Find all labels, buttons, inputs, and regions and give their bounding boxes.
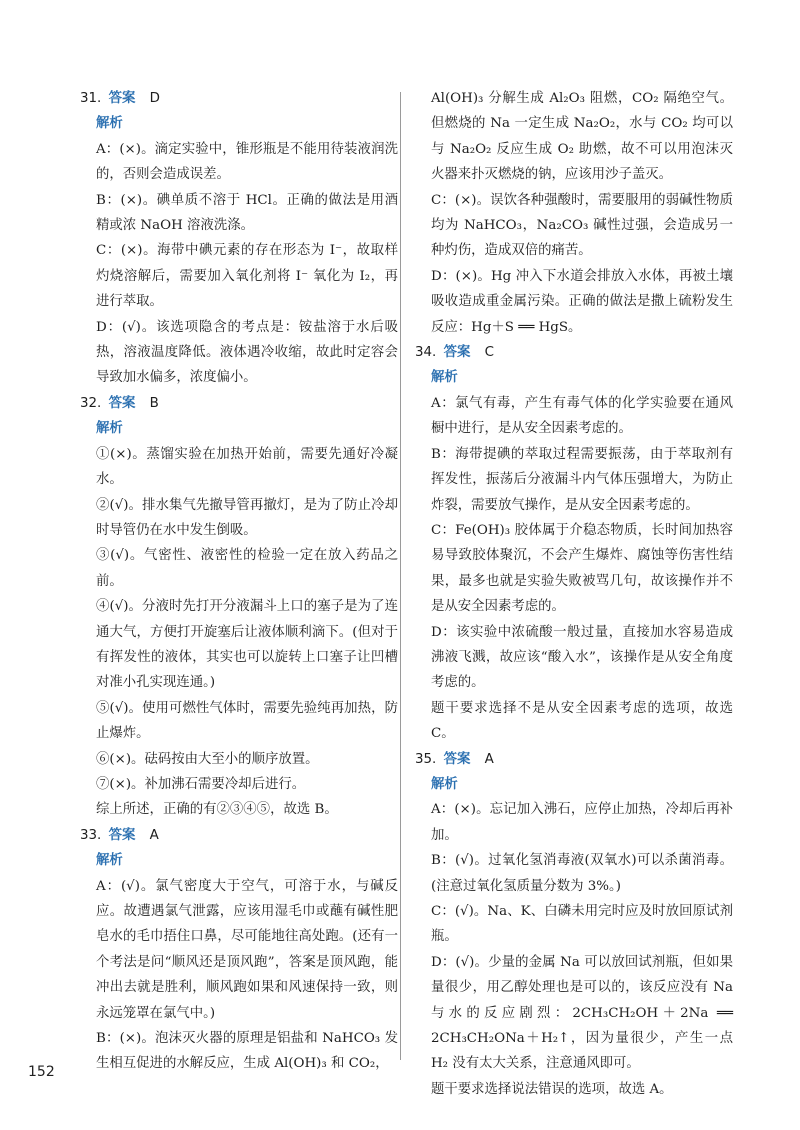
analysis-paragraph: A：(×)。忘记加入沸石，应停止加热，冷却后再补加。	[431, 802, 733, 843]
analysis-paragraph: 综上所述，正确的有②③④⑤，故选 B。	[96, 802, 338, 818]
answer-label: 答案	[108, 395, 136, 411]
answer-label: 答案	[443, 345, 471, 361]
analysis-paragraph: A：(√)。氯气密度大于空气，可溶于水，与碱反应。故遭遇氯气泄露，应该用湿毛巾或蘸有碱性肥皂水的毛巾捂住口鼻，尽可能地往高处跑。(还有一个考法是问“顺风还是顶风跑”，答案是顶风跑，能冲出去就是胜利，顺风跑如果和风速保持一致，则永远笼罩在氯气中。)	[96, 878, 398, 1021]
analysis-paragraph: ④(√)。分液时先打开分液漏斗上口的塞子是为了连通大气，方便打开旋塞后让液体顺利滴下。(但对于有挥发性的液体，其实也可以旋转上口塞子让凹槽对准小孔实现连通。)	[96, 599, 398, 691]
question-number: 33.	[80, 827, 102, 843]
analysis-paragraph: C：(×)。误饮各种强酸时，需要服用的弱碱性物质均为 NaHCO₃，Na₂CO₃ 碱性过强，会造成另一种灼伤，造成双倍的痛苦。	[431, 192, 733, 259]
question-header	[80, 391, 398, 416]
page-number: 152	[28, 1064, 55, 1080]
question-number: 31.	[80, 91, 102, 106]
question-31	[80, 86, 398, 391]
question-35	[415, 747, 733, 1103]
analysis-label: 解析	[96, 853, 123, 869]
analysis-paragraph: C：Fe(OH)₃ 胶体属于介稳态物质，长时间加热容易导致胶体聚沉，不会产生爆炸、腐蚀等伤害性结果，最多也就是实验失败被骂几句，故该操作并不是从安全因素考虑的。	[431, 522, 733, 615]
answer-label: 答案	[108, 91, 136, 106]
right-column	[415, 86, 733, 1102]
analysis-paragraph: 题干要求选择不是从安全因素考虑的选项，故选 C。	[431, 700, 733, 742]
analysis-paragraph: B：(√)。过氧化氢消毒液(双氧水)可以杀菌消毒。(注意过氧化氢质量分数为 3%。)	[431, 853, 733, 894]
analysis-paragraph: D：(√)。少量的金属 Na 可以放回试剂瓶，但如果量很少，用乙醇处理也是可以的，该反应没有 Na 与水的反应剧烈：2CH₃CH₂OH＋2Na ══ 2CH₃CH₂ONa＋H₂↑，因为量很少，产生一点 H₂ 没有太大关系，注意通风即可。	[431, 954, 733, 1072]
column-divider	[400, 92, 401, 1060]
analysis-label: 解析	[431, 370, 458, 386]
analysis-paragraph: A：(×)。滴定实验中，锥形瓶是不能用待装液润洗的，否则会造成误差。	[96, 141, 398, 183]
answer-label: 答案	[443, 751, 471, 767]
left-column	[80, 86, 398, 1077]
analysis-paragraph: ⑦(×)。补加沸石需要冷却后进行。	[96, 776, 306, 792]
question-33	[80, 823, 398, 1077]
analysis-paragraph: ①(×)。蒸馏实验在加热开始前，需要先通好冷凝水。	[96, 446, 398, 488]
analysis-paragraph: D：(√)。该选项隐含的考点是：铵盐溶于水后吸热，溶液温度降低。液体遇冷收缩，故此时定容会导致加水偏多，浓度偏小。	[96, 319, 398, 386]
analysis-paragraph: ②(√)。排水集气先撤导管再撤灯，是为了防止冷却时导管仍在水中发生倒吸。	[96, 497, 398, 538]
answer-value: A	[149, 827, 159, 843]
analysis-paragraph: Al(OH)₃ 分解生成 Al₂O₃ 阻燃，CO₂ 隔绝空气。但燃烧的 Na 一定生成 Na₂O₂，水与 CO₂ 均可以与 Na₂O₂ 反应生成 O₂ 助燃，故不可以用泡沫灭火器来扑灭燃烧的钠，应该用沙子盖灭。	[431, 91, 733, 183]
answer-value: A	[484, 751, 494, 767]
answer-value: C	[484, 345, 494, 361]
question-header	[80, 86, 398, 111]
analysis-label: 解析	[431, 776, 458, 792]
analysis-paragraph: A：氯气有毒，产生有毒气体的化学实验要在通风橱中进行，是从安全因素考虑的。	[431, 395, 733, 437]
question-header	[415, 747, 733, 772]
answer-label: 答案	[108, 827, 136, 843]
analysis-paragraph: B：(×)。碘单质不溶于 HCl。正确的做法是用酒精或浓 NaOH 溶液洗涤。	[96, 192, 398, 234]
question-number: 35.	[415, 751, 437, 767]
question-number: 34.	[415, 345, 437, 361]
question-33-continued	[415, 86, 733, 340]
analysis-paragraph: B：海带提碘的萃取过程需要振荡，由于萃取剂有挥发性，振荡后分液漏斗内气体压强增大，为防止炸裂，需要放气操作，是从安全因素考虑的。	[431, 446, 733, 513]
question-34	[415, 340, 733, 747]
analysis-paragraph: 题干要求选择说法错误的选项，故选 A。	[431, 1081, 673, 1097]
question-number: 32.	[80, 395, 102, 411]
answer-value: B	[149, 395, 159, 411]
analysis-paragraph: ③(√)。气密性、液密性的检验一定在放入药品之前。	[96, 548, 398, 589]
analysis-paragraph: C：(×)。海带中碘元素的存在形态为 I⁻，故取样灼烧溶解后，需要加入氧化剂将 I⁻ 氧化为 I₂，再进行萃取。	[96, 243, 398, 310]
analysis-paragraph: D：(×)。Hg 冲入下水道会排放入水体，再被土壤吸收造成重金属污染。正确的做法是撒上硫粉发生反应：Hg＋S ══ HgS。	[431, 268, 733, 335]
answer-value: D	[149, 91, 160, 106]
analysis-paragraph: ⑥(×)。砝码按由大至小的顺序放置。	[96, 751, 319, 767]
question-header	[415, 340, 733, 365]
analysis-paragraph: B：(×)。泡沫灭火器的原理是铝盐和 NaHCO₃ 发生相互促进的水解反应，生成 Al(OH)₃ 和 CO₂，	[96, 1031, 398, 1072]
analysis-paragraph: ⑤(√)。使用可燃性气体时，需要先验纯再加热，防止爆炸。	[96, 700, 398, 742]
analysis-label: 解析	[96, 116, 123, 132]
analysis-label: 解析	[96, 421, 123, 437]
analysis-paragraph: C：(√)。Na、K、白磷未用完时应及时放回原试剂瓶。	[431, 904, 733, 945]
question-header	[80, 823, 398, 848]
analysis-paragraph: D：该实验中浓硫酸一般过量，直接加水容易造成沸液飞溅，故应该“酸入水”，该操作是从安全角度考虑的。	[431, 624, 733, 691]
question-32	[80, 391, 398, 823]
